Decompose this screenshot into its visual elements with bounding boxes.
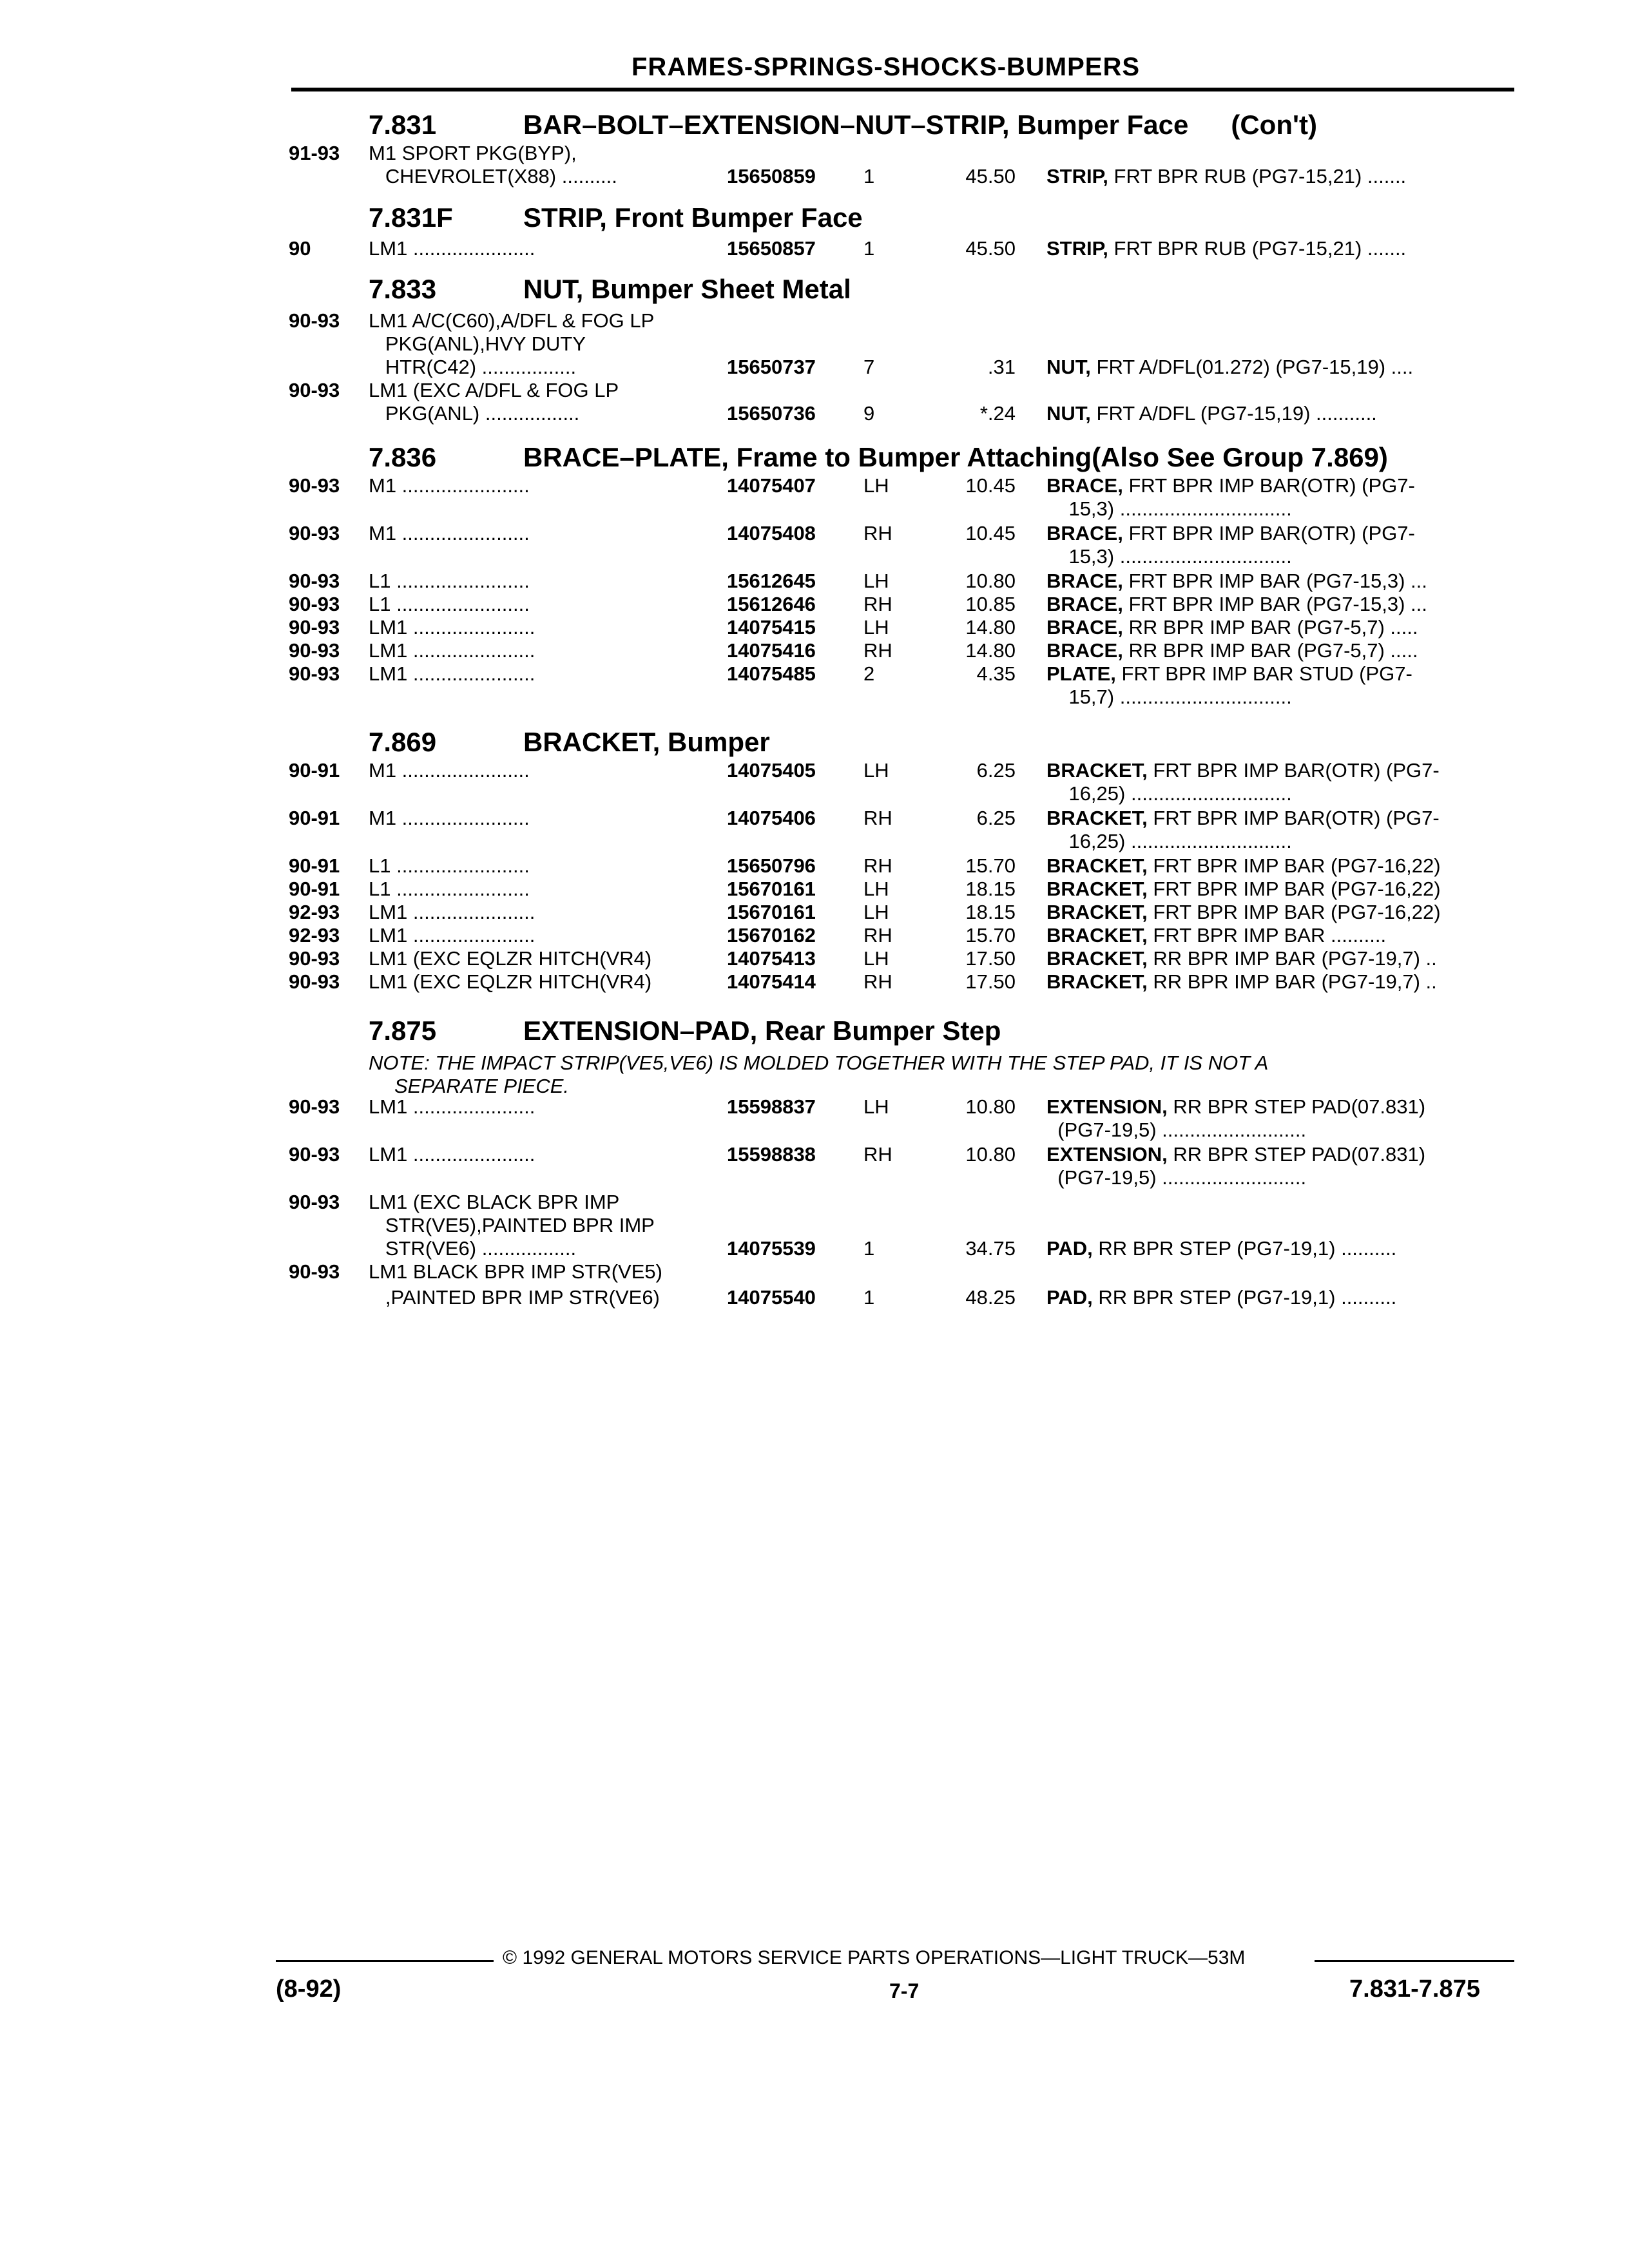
section-number: 7.831 bbox=[369, 110, 437, 140]
header-rule bbox=[291, 88, 1514, 91]
usage-description: L1 ........................ bbox=[369, 593, 530, 615]
part-number: 15612646 bbox=[727, 593, 816, 615]
part-name bbox=[1046, 497, 1292, 521]
model-year: 90-93 bbox=[289, 970, 340, 993]
part-number: 15598838 bbox=[727, 1143, 816, 1166]
table-row bbox=[0, 1237, 1629, 1260]
usage-description: LM1 A/C(C60),A/DFL & FOG LP bbox=[369, 309, 655, 332]
part-name bbox=[1046, 759, 1440, 782]
part-name bbox=[1046, 570, 1427, 593]
part-name bbox=[1046, 1143, 1425, 1166]
section-title: BRACKET, Bumper bbox=[523, 727, 770, 757]
part-name-keyword: BRACKET, bbox=[1046, 878, 1148, 900]
table-row bbox=[0, 1143, 1629, 1166]
table-row bbox=[0, 1095, 1629, 1119]
quantity: 1 bbox=[863, 237, 875, 260]
part-name-keyword: EXTENSION, bbox=[1046, 1095, 1168, 1118]
part-name-keyword: BRACKET, bbox=[1046, 947, 1148, 970]
part-number: 14075415 bbox=[727, 616, 816, 639]
part-number: 15670161 bbox=[727, 901, 816, 923]
part-name-keyword: PAD, bbox=[1046, 1237, 1093, 1260]
table-row bbox=[0, 662, 1629, 686]
table-row bbox=[0, 332, 1629, 356]
part-name bbox=[1046, 662, 1412, 686]
model-year: 92-93 bbox=[289, 924, 340, 947]
part-number: 14075408 bbox=[727, 522, 816, 544]
usage-description: LM1 ...................... bbox=[369, 1095, 535, 1118]
quantity: RH bbox=[863, 639, 892, 662]
section-heading bbox=[369, 1015, 1001, 1046]
price: 10.45 bbox=[965, 522, 1016, 544]
price: *.24 bbox=[979, 402, 1016, 425]
usage-description: M1 ....................... bbox=[369, 807, 530, 829]
usage-description: PKG(ANL) ................. bbox=[369, 402, 580, 425]
note-line: NOTE: THE IMPACT STRIP(VE5,VE6) IS MOLDED TOGETHER WITH THE STEP PAD, IT IS NOT A bbox=[369, 1052, 1269, 1074]
usage-description: LM1 ...................... bbox=[369, 901, 535, 923]
part-name-detail: RR BPR STEP PAD(07.831) bbox=[1167, 1143, 1426, 1166]
table-row bbox=[0, 474, 1629, 497]
part-name-detail: 15,7) ............................... bbox=[1046, 686, 1292, 708]
usage-description: LM1 (EXC EQLZR HITCH(VR4) bbox=[369, 947, 652, 970]
model-year: 90-93 bbox=[289, 309, 340, 332]
part-name-detail: FRT A/DFL (PG7-15,19) ........... bbox=[1090, 402, 1377, 425]
usage-description: M1 SPORT PKG(BYP), bbox=[369, 142, 577, 164]
model-year: 90-93 bbox=[289, 1095, 340, 1118]
section-number: 7.836 bbox=[369, 442, 437, 472]
price: 45.50 bbox=[965, 165, 1016, 187]
part-name-keyword: NUT, bbox=[1046, 402, 1091, 425]
usage-description: LM1 ...................... bbox=[369, 639, 535, 662]
usage-description: M1 ....................... bbox=[369, 522, 530, 544]
price: 15.70 bbox=[965, 854, 1016, 877]
quantity: LH bbox=[863, 947, 889, 970]
part-name-keyword: STRIP, bbox=[1046, 237, 1108, 260]
price: 18.15 bbox=[965, 878, 1016, 900]
part-number: 14075413 bbox=[727, 947, 816, 970]
model-year: 90-93 bbox=[289, 570, 340, 592]
part-number: 14075416 bbox=[727, 639, 816, 662]
quantity: LH bbox=[863, 1095, 889, 1118]
part-name-detail: FRT BPR IMP BAR STUD (PG7- bbox=[1115, 662, 1412, 685]
part-number: 15650736 bbox=[727, 402, 816, 425]
part-name-keyword: BRACKET, bbox=[1046, 807, 1148, 829]
table-row bbox=[0, 854, 1629, 878]
table-row bbox=[0, 1119, 1629, 1142]
part-name bbox=[1046, 639, 1418, 662]
part-name bbox=[1046, 1237, 1396, 1260]
usage-description: HTR(C42) ................. bbox=[369, 356, 577, 378]
quantity: LH bbox=[863, 616, 889, 639]
part-name-keyword: BRACE, bbox=[1046, 616, 1123, 639]
part-number: 15650857 bbox=[727, 237, 816, 260]
part-name-detail: RR BPR STEP (PG7-19,1) .......... bbox=[1092, 1237, 1397, 1260]
price: 17.50 bbox=[965, 970, 1016, 993]
usage-description: LM1 ...................... bbox=[369, 662, 535, 685]
section-number: 7.869 bbox=[369, 727, 437, 757]
part-number: 14075405 bbox=[727, 759, 816, 782]
part-name bbox=[1046, 593, 1427, 616]
part-name bbox=[1046, 686, 1292, 709]
part-number: 14075407 bbox=[727, 474, 816, 497]
quantity: 1 bbox=[863, 1286, 875, 1309]
section-heading bbox=[369, 274, 851, 305]
price: 14.80 bbox=[965, 616, 1016, 639]
usage-description: ,PAINTED BPR IMP STR(VE6) bbox=[369, 1286, 660, 1309]
section-heading bbox=[369, 110, 1317, 140]
part-name-keyword: BRACKET, bbox=[1046, 924, 1148, 947]
footer-group-range: 7.831-7.875 bbox=[1349, 1975, 1480, 2003]
table-row bbox=[0, 570, 1629, 593]
usage-description: LM1 ...................... bbox=[369, 237, 535, 260]
part-name-keyword: BRACE, bbox=[1046, 570, 1123, 592]
part-name-detail: 15,3) ............................... bbox=[1046, 545, 1292, 568]
price: 10.80 bbox=[965, 1095, 1016, 1118]
price: 34.75 bbox=[965, 1237, 1016, 1260]
quantity: 2 bbox=[863, 662, 875, 685]
part-name-detail: 15,3) ............................... bbox=[1046, 497, 1292, 520]
part-name-detail: FRT BPR IMP BAR(OTR) (PG7- bbox=[1123, 474, 1415, 497]
part-name-detail: FRT BPR IMP BAR (PG7-16,22) bbox=[1147, 854, 1441, 877]
table-row bbox=[0, 165, 1629, 188]
part-name-detail: (PG7-19,5) .......................... bbox=[1046, 1166, 1307, 1189]
part-name-detail: 16,25) ............................. bbox=[1046, 830, 1292, 852]
table-row bbox=[0, 878, 1629, 901]
table-row bbox=[0, 593, 1629, 616]
model-year: 90-91 bbox=[289, 854, 340, 877]
part-number: 15650796 bbox=[727, 854, 816, 877]
table-row bbox=[0, 947, 1629, 970]
table-row bbox=[0, 522, 1629, 545]
footer-copyright: © 1992 GENERAL MOTORS SERVICE PARTS OPERATIONS—LIGHT TRUCK—53M bbox=[503, 1947, 1246, 1968]
model-year: 90-93 bbox=[289, 947, 340, 970]
part-name-detail: FRT BPR IMP BAR (PG7-16,22) bbox=[1147, 901, 1441, 923]
footer-date: (8-92) bbox=[276, 1975, 342, 2003]
table-row bbox=[0, 782, 1629, 805]
quantity: RH bbox=[863, 522, 892, 544]
part-name bbox=[1046, 474, 1415, 497]
model-year: 90-93 bbox=[289, 522, 340, 544]
part-name-detail: FRT BPR IMP BAR (PG7-15,3) ... bbox=[1123, 593, 1427, 615]
part-name-detail: RR BPR STEP PAD(07.831) bbox=[1167, 1095, 1426, 1118]
model-year: 91-93 bbox=[289, 142, 340, 164]
section-heading bbox=[369, 202, 863, 233]
table-row bbox=[0, 901, 1629, 924]
quantity: RH bbox=[863, 1143, 892, 1166]
part-name-keyword: BRACE, bbox=[1046, 522, 1123, 544]
quantity: LH bbox=[863, 878, 889, 900]
table-row bbox=[0, 1191, 1629, 1214]
table-row bbox=[0, 1286, 1629, 1309]
table-row bbox=[0, 142, 1629, 165]
part-name bbox=[1046, 545, 1292, 568]
model-year: 90-93 bbox=[289, 1191, 340, 1213]
note-line: SEPARATE PIECE. bbox=[394, 1075, 570, 1097]
table-row bbox=[0, 1260, 1629, 1283]
price: 10.45 bbox=[965, 474, 1016, 497]
section-number: 7.833 bbox=[369, 274, 437, 304]
model-year: 90-93 bbox=[289, 662, 340, 685]
quantity: 1 bbox=[863, 165, 875, 187]
part-name bbox=[1046, 1166, 1306, 1189]
price: 15.70 bbox=[965, 924, 1016, 947]
quantity: 1 bbox=[863, 1237, 875, 1260]
part-number: 15650737 bbox=[727, 356, 816, 378]
part-name-detail: (PG7-19,5) .......................... bbox=[1046, 1119, 1307, 1141]
part-name-keyword: PLATE, bbox=[1046, 662, 1116, 685]
usage-description: L1 ........................ bbox=[369, 854, 530, 877]
usage-description: LM1 ...................... bbox=[369, 924, 535, 947]
quantity: RH bbox=[863, 593, 892, 615]
usage-description: M1 ....................... bbox=[369, 474, 530, 497]
part-name-detail: FRT BPR RUB (PG7-15,21) ....... bbox=[1108, 237, 1407, 260]
price: 18.15 bbox=[965, 901, 1016, 923]
quantity: RH bbox=[863, 854, 892, 877]
part-number: 14075414 bbox=[727, 970, 816, 993]
section-title: STRIP, Front Bumper Face bbox=[523, 202, 863, 233]
part-name-detail: FRT BPR IMP BAR (PG7-16,22) bbox=[1147, 878, 1441, 900]
table-row bbox=[0, 924, 1629, 947]
usage-description: LM1 BLACK BPR IMP STR(VE5) bbox=[369, 1260, 662, 1283]
usage-description: L1 ........................ bbox=[369, 878, 530, 900]
part-name bbox=[1046, 878, 1441, 901]
part-name bbox=[1046, 1286, 1396, 1309]
page-number: 7-7 bbox=[889, 1979, 920, 2003]
usage-description: L1 ........................ bbox=[369, 570, 530, 592]
table-row bbox=[0, 830, 1629, 853]
price: 10.85 bbox=[965, 593, 1016, 615]
usage-description: CHEVROLET(X88) .......... bbox=[369, 165, 617, 187]
usage-description: STR(VE6) ................. bbox=[369, 1237, 577, 1260]
part-name-keyword: NUT, bbox=[1046, 356, 1091, 378]
part-name-detail: FRT BPR IMP BAR(OTR) (PG7- bbox=[1147, 759, 1440, 782]
page-title: FRAMES-SPRINGS-SHOCKS-BUMPERS bbox=[631, 53, 1141, 81]
model-year: 92-93 bbox=[289, 901, 340, 923]
part-name-detail: RR BPR IMP BAR (PG7-19,7) .. bbox=[1147, 970, 1437, 993]
part-name-detail: RR BPR IMP BAR (PG7-5,7) ..... bbox=[1123, 616, 1418, 639]
part-number: 14075406 bbox=[727, 807, 816, 829]
part-name-keyword: BRACKET, bbox=[1046, 901, 1148, 923]
part-number: 15670161 bbox=[727, 878, 816, 900]
part-name-detail: FRT BPR IMP BAR (PG7-15,3) ... bbox=[1123, 570, 1427, 592]
price: 10.80 bbox=[965, 1143, 1016, 1166]
part-name bbox=[1046, 854, 1441, 878]
quantity: 7 bbox=[863, 356, 875, 378]
table-row bbox=[0, 1166, 1629, 1189]
part-name-keyword: BRACKET, bbox=[1046, 970, 1148, 993]
part-name-keyword: EXTENSION, bbox=[1046, 1143, 1168, 1166]
part-name bbox=[1046, 616, 1418, 639]
part-name bbox=[1046, 1119, 1306, 1142]
part-name bbox=[1046, 901, 1441, 924]
part-name-keyword: BRACKET, bbox=[1046, 759, 1148, 782]
part-name bbox=[1046, 1095, 1425, 1119]
part-name-detail: RR BPR IMP BAR (PG7-5,7) ..... bbox=[1123, 639, 1418, 662]
section-number: 7.875 bbox=[369, 1015, 437, 1046]
part-name-detail: FRT BPR IMP BAR .......... bbox=[1147, 924, 1387, 947]
usage-description: PKG(ANL),HVY DUTY bbox=[369, 332, 586, 355]
price: 48.25 bbox=[965, 1286, 1016, 1309]
table-row bbox=[0, 497, 1629, 521]
section-number: 7.831F bbox=[369, 202, 453, 233]
section-heading bbox=[369, 442, 1388, 473]
table-row bbox=[0, 379, 1629, 402]
part-number: 14075485 bbox=[727, 662, 816, 685]
section-title: NUT, Bumper Sheet Metal bbox=[523, 274, 851, 304]
part-name-keyword: BRACE, bbox=[1046, 639, 1123, 662]
section-title: EXTENSION–PAD, Rear Bumper Step bbox=[523, 1015, 1001, 1046]
price: 4.35 bbox=[976, 662, 1016, 685]
price: 6.25 bbox=[976, 807, 1016, 829]
part-name-detail: FRT BPR IMP BAR(OTR) (PG7- bbox=[1123, 522, 1415, 544]
usage-description: LM1 (EXC EQLZR HITCH(VR4) bbox=[369, 970, 652, 993]
part-name bbox=[1046, 924, 1386, 947]
model-year: 90-91 bbox=[289, 807, 340, 829]
part-number: 15612645 bbox=[727, 570, 816, 592]
footer-rule-left bbox=[276, 1960, 494, 1962]
part-name-keyword: BRACE, bbox=[1046, 593, 1123, 615]
part-name bbox=[1046, 402, 1377, 425]
model-year: 90-93 bbox=[289, 1260, 340, 1283]
usage-description: LM1 ...................... bbox=[369, 1143, 535, 1166]
part-number: 15650859 bbox=[727, 165, 816, 187]
table-row bbox=[0, 356, 1629, 379]
price: .31 bbox=[987, 356, 1016, 378]
model-year: 90-93 bbox=[289, 639, 340, 662]
usage-description: LM1 (EXC A/DFL & FOG LP bbox=[369, 379, 619, 401]
table-row bbox=[0, 970, 1629, 994]
section-title: BRACE–PLATE, Frame to Bumper Attaching(Also See Group 7.869) bbox=[523, 442, 1388, 472]
part-name-detail: 16,25) ............................. bbox=[1046, 782, 1292, 805]
part-name bbox=[1046, 237, 1406, 260]
model-year: 90-91 bbox=[289, 759, 340, 782]
model-year: 90-91 bbox=[289, 878, 340, 900]
part-number: 14075539 bbox=[727, 1237, 816, 1260]
quantity: LH bbox=[863, 759, 889, 782]
table-row bbox=[0, 1214, 1629, 1237]
quantity: RH bbox=[863, 970, 892, 993]
part-name-keyword: BRACE, bbox=[1046, 474, 1123, 497]
price: 14.80 bbox=[965, 639, 1016, 662]
table-row bbox=[0, 686, 1629, 709]
table-row bbox=[0, 237, 1629, 260]
price: 6.25 bbox=[976, 759, 1016, 782]
part-name-detail: RR BPR IMP BAR (PG7-19,7) .. bbox=[1147, 947, 1437, 970]
part-name bbox=[1046, 807, 1440, 830]
usage-description: LM1 (EXC BLACK BPR IMP bbox=[369, 1191, 620, 1213]
table-row bbox=[0, 402, 1629, 425]
part-name-detail: FRT BPR RUB (PG7-15,21) ....... bbox=[1108, 165, 1407, 187]
part-name bbox=[1046, 522, 1415, 545]
part-number: 15670162 bbox=[727, 924, 816, 947]
part-number: 15598837 bbox=[727, 1095, 816, 1118]
part-name-keyword: STRIP, bbox=[1046, 165, 1108, 187]
model-year: 90-93 bbox=[289, 379, 340, 401]
model-year: 90-93 bbox=[289, 616, 340, 639]
section-heading bbox=[369, 727, 770, 758]
section-continued: (Con't) bbox=[1231, 110, 1317, 140]
part-number: 14075540 bbox=[727, 1286, 816, 1309]
quantity: 9 bbox=[863, 402, 875, 425]
section-title: BAR–BOLT–EXTENSION–NUT–STRIP, Bumper Face bbox=[523, 110, 1189, 140]
part-name bbox=[1046, 830, 1292, 853]
price: 10.80 bbox=[965, 570, 1016, 592]
model-year: 90 bbox=[289, 237, 311, 260]
part-name-detail: FRT A/DFL(01.272) (PG7-15,19) .... bbox=[1090, 356, 1414, 378]
price: 17.50 bbox=[965, 947, 1016, 970]
part-name bbox=[1046, 165, 1406, 188]
model-year: 90-93 bbox=[289, 593, 340, 615]
part-name-keyword: BRACKET, bbox=[1046, 854, 1148, 877]
footer-rule-right bbox=[1315, 1960, 1514, 1962]
table-row bbox=[0, 616, 1629, 639]
usage-description: STR(VE5),PAINTED BPR IMP bbox=[369, 1214, 655, 1236]
quantity: LH bbox=[863, 570, 889, 592]
part-name-keyword: PAD, bbox=[1046, 1286, 1093, 1309]
part-name bbox=[1046, 356, 1413, 379]
part-name bbox=[1046, 947, 1437, 970]
usage-description: LM1 ...................... bbox=[369, 616, 535, 639]
table-row bbox=[0, 759, 1629, 782]
part-name-detail: FRT BPR IMP BAR(OTR) (PG7- bbox=[1147, 807, 1440, 829]
table-row bbox=[0, 639, 1629, 662]
quantity: RH bbox=[863, 924, 892, 947]
usage-description: M1 ....................... bbox=[369, 759, 530, 782]
quantity: LH bbox=[863, 901, 889, 923]
model-year: 90-93 bbox=[289, 474, 340, 497]
part-name-detail: RR BPR STEP (PG7-19,1) .......... bbox=[1092, 1286, 1397, 1309]
table-row bbox=[0, 545, 1629, 568]
quantity: LH bbox=[863, 474, 889, 497]
table-row bbox=[0, 807, 1629, 830]
table-row bbox=[0, 309, 1629, 332]
part-name bbox=[1046, 970, 1437, 994]
part-name bbox=[1046, 782, 1292, 805]
price: 45.50 bbox=[965, 237, 1016, 260]
model-year: 90-93 bbox=[289, 1143, 340, 1166]
quantity: RH bbox=[863, 807, 892, 829]
